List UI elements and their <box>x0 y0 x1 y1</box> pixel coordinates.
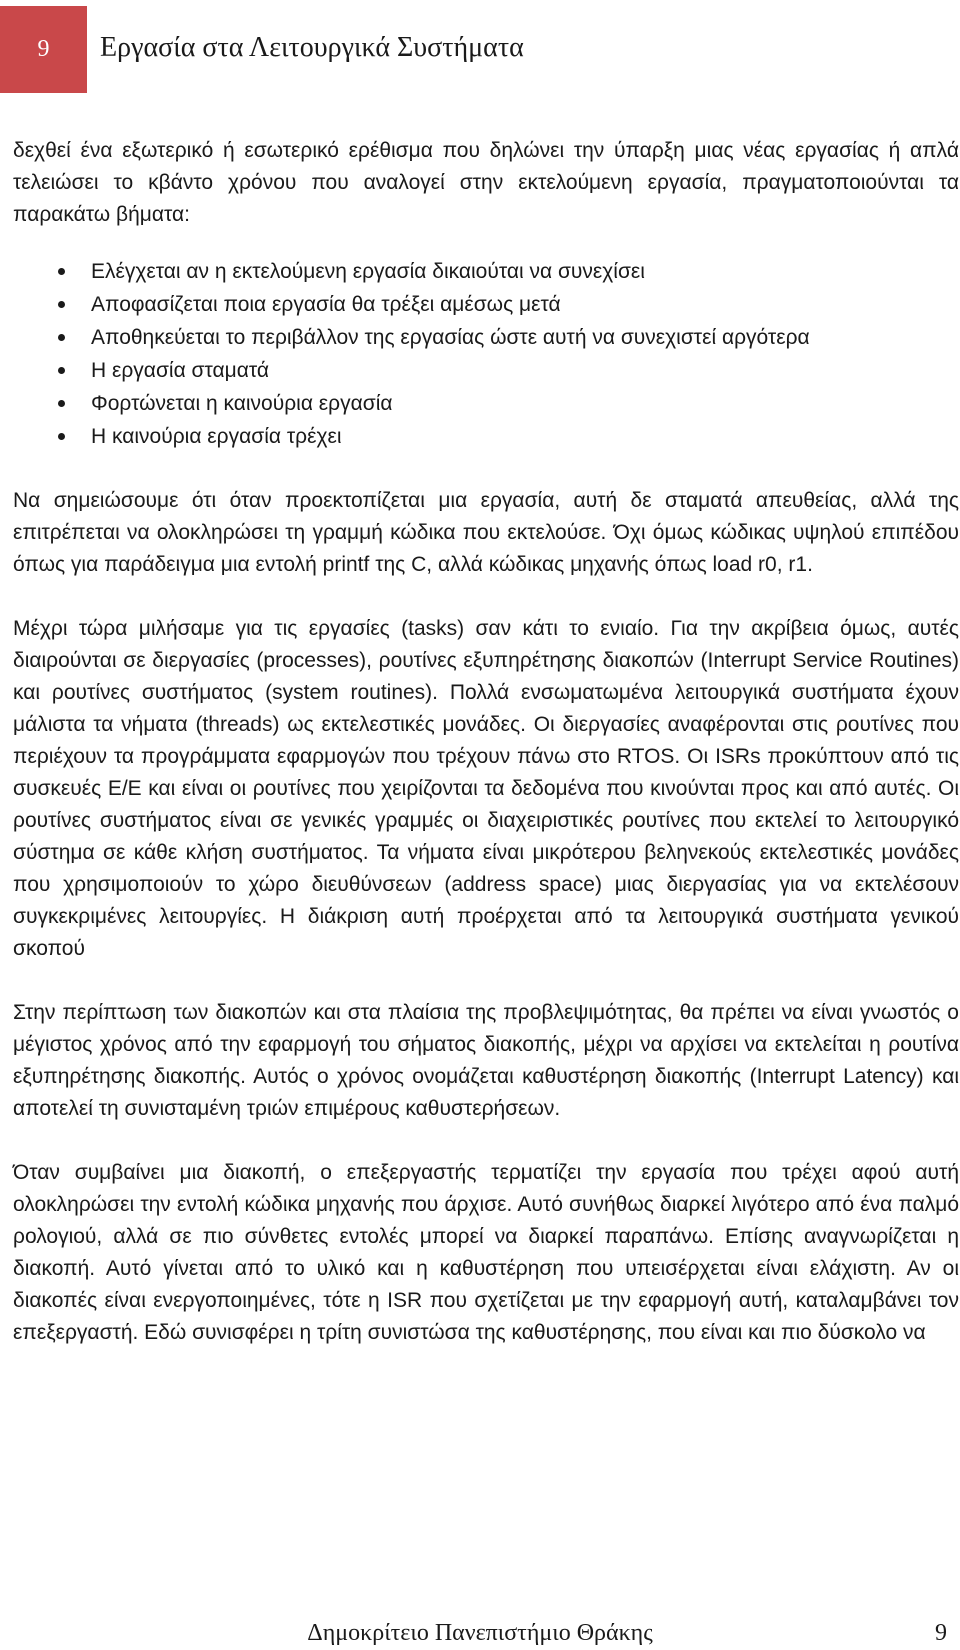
bullet-icon <box>58 301 65 308</box>
intro-paragraph: δεχθεί ένα εξωτερικό ή εσωτερικό ερέθισμα που δηλώνει την ύπαρξη μιας νέας εργασίας ή απλά τελειώσει το κβάντο χρόνου που αναλογεί στην εκτελούμενη εργασία, πραγματοποιούνται τα παρακάτω βήματα: <box>13 139 959 226</box>
bullet-icon <box>58 268 65 275</box>
list-item <box>13 255 959 288</box>
bullet-icon <box>58 367 65 374</box>
paragraph-tasks: Μέχρι τώρα μιλήσαμε για τις εργασίες (tasks) σαν κάτι το ενιαίο. Για την ακρίβεια όμως, αυτές διαιρούνται σε διεργασίες (processes), ρουτίνες εξυπηρέτησης διακοπών (Interrupt Service Routines) και ρουτίνες συστήματος (system routines). Πολλά ενσωματωμένα λειτουργικά συστήματα έχουν μάλιστα τα νήματα (threads) ως εκτελεστικές μονάδες. Οι διεργασίες αναφέρονται στις ρουτίνες που περιέχουν τα προγράμματα εφαρμογών που τρέχουν πάνω στο RTOS. Οι ISRs προκύπτουν από τις συσκευές Ε/Ε και είναι οι ρουτίνες που χειρίζονται τα δεδομένα που κινούνται προς και από αυτές. Οι ρουτίνες συστήματος είναι σε γενικές γραμμές οι διαχειριστικές ρουτίνες που εκτελεί το λειτουργικό σύστημα σε κάθε κλήση συστήματος. Τα νήματα είναι μικρότερου βεληνεκούς εκτελεστικές μονάδες που χρησιμοποιούν το χώρο διευθύνσεων (address space) μιας διεργασίας για να εκτελέσουν συγκεκριμένες λειτουργίες. Η διάκριση αυτή προέρχεται από τα λειτουργικά συστήματα γενικού σκοπού <box>13 617 959 960</box>
steps-list <box>13 255 959 453</box>
list-item <box>13 420 959 453</box>
page-number: 9 <box>935 1620 947 1646</box>
chapter-title: Εργασία στα Λειτουργικά Συστήματα <box>100 32 524 63</box>
list-item-text: Αποφασίζεται ποια εργασία θα τρέξει αμέσως μετά <box>91 293 561 316</box>
list-item-text: Αποθηκεύεται το περιβάλλον της εργασίας ώστε αυτή να συνεχιστεί αργότερα <box>91 326 810 349</box>
page-header <box>0 6 960 93</box>
paragraph-interrupt-handling: Όταν συμβαίνει μια διακοπή, ο επεξεργαστής τερματίζει την εργασία που τρέχει αφού αυτή ολοκληρώσει την εντολή κώδικα μηχανής που άρχισε. Αυτό συνήθως διαρκεί λιγότερο από ένα παλμό ρολογιού, αλλά σε πιο σύνθετες εντολές μπορεί να διαρκεί παραπάνω. Επίσης αναγνωρίζεται η διακοπή. Αυτό γίνεται από το υλικό και η καθυστέρηση που υπεισέρχεται είναι ελάχιστη. Αν οι διακοπές είναι ενεργοποιημένες, τότε η ISR που σχετίζεται με την εφαρμογή αυτή, καταλαμβάνει τον επεξεργαστή. Εδώ συνισφέρει η τρίτη συνιστώσα της καθυστέρησης, που είναι και πιο δύσκολο να <box>13 1161 959 1344</box>
footer-institution: Δημοκρίτειο Πανεπιστήμιο Θράκης <box>307 1620 653 1646</box>
list-item <box>13 321 959 354</box>
list-item <box>13 354 959 387</box>
list-item-text: Η καινούρια εργασία τρέχει <box>91 425 342 448</box>
list-item <box>13 288 959 321</box>
chapter-number: 9 <box>37 36 50 62</box>
bullet-icon <box>58 400 65 407</box>
list-item-text: Ελέγχεται αν η εκτελούμενη εργασία δικαιούται να συνεχίσει <box>91 260 645 283</box>
paragraph-preemption: Να σημειώσουμε ότι όταν προεκτοπίζεται μια εργασία, αυτή δε σταματά απευθείας, αλλά της επιτρέπεται να ολοκληρώσει τη γραμμή κώδικα που εκτελούσε. Όχι όμως κώδικας υψηλού επιπέδου όπως για παράδειγμα μια εντολή printf της C, αλλά κώδικας μηχανής όπως load r0, r1. <box>13 489 959 576</box>
page-body <box>13 135 959 1381</box>
list-item-text: Η εργασία σταματά <box>91 359 270 382</box>
list-item <box>13 387 959 420</box>
bullet-icon <box>58 334 65 341</box>
page-footer <box>0 1620 960 1650</box>
bullet-icon <box>58 433 65 440</box>
paragraph-interrupt-latency: Στην περίπτωση των διακοπών και στα πλαίσια της προβλεψιμότητας, θα πρέπει να είναι γνωστός ο μέγιστος χρόνος από την εφαρμογή του σήματος διακοπής, μέχρι να αρχίσει να εκτελείται η ρουτίνα εξυπηρέτησης διακοπής. Αυτός ο χρόνος ονομάζεται καθυστέρηση διακοπής (Interrupt Latency) και αποτελεί τη συνισταμένη τριών επιμέρους καθυστερήσεων. <box>13 1001 959 1120</box>
chapter-number-box <box>0 6 87 93</box>
list-item-text: Φορτώνεται η καινούρια εργασία <box>91 392 393 415</box>
